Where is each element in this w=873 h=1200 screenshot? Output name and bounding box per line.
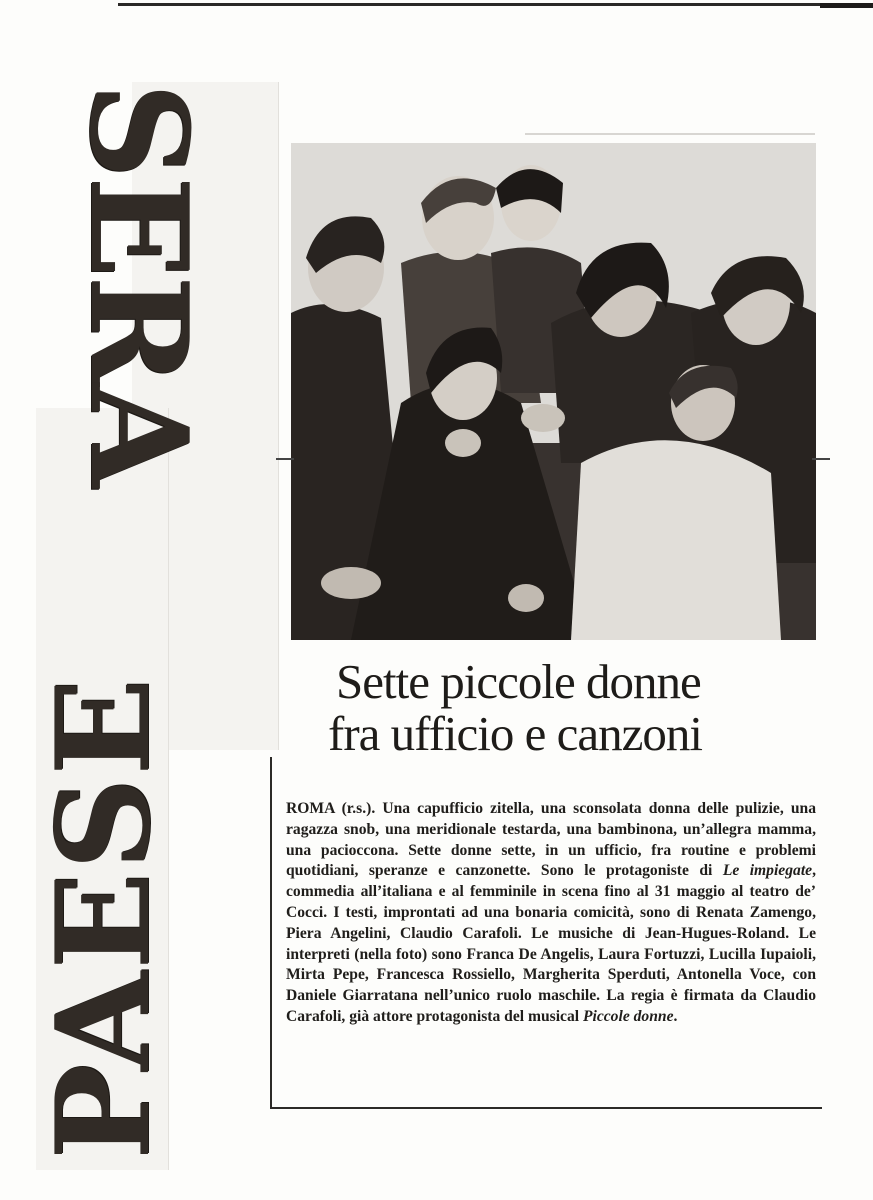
- article-text-1: ROMA (r.s.). Una capufficio zitella, una sconsolata donna delle pulizie, una ragazza snob, una meridionale testarda, una bambinona, un’allegra mamma, una pacioccona. Sette donne sette, in un ufficio, fra routine e problemi quotidiani, speranze e canzonette. Sono le protagoniste di: [286, 800, 816, 880]
- show-title: Le impiegate: [722, 862, 813, 880]
- masthead-sera: SERA: [60, 82, 218, 485]
- photo-shadow-edge: [525, 133, 815, 135]
- cast-photo: [291, 143, 816, 640]
- scan-mark-left: [276, 458, 294, 460]
- article-bottom-rule: [270, 1107, 822, 1109]
- scan-mark-right: [812, 458, 830, 460]
- top-scan-edge: [118, 3, 873, 6]
- musical-title: Piccole donne: [582, 1007, 674, 1025]
- headline-line-1: Sette piccole donne: [336, 654, 701, 709]
- article-text-2: , commedia all’italiana e al femminile in scena fino al 31 maggio al teatro de’ Cocci. I testi, improntati ad una bonaria comicità, sono di Renata Zamengo, Piera Angelini, Claudio Carafoli. Le musiche di Jean-Hugues-Roland. Le interpreti (nella foto) sono Franca De Angelis, Laura Fortuzzi, Lucilla Iupaioli, Mirta Pepe, Francesca Rossiello, Margherita Sperduti, Antonella Voce, con Daniele Giarratana nell’unico ruolo maschile. La regia è firmata da Claudio Carafoli, già attore protagonista del musical: [286, 862, 816, 1025]
- article-text-3: .: [673, 1007, 678, 1025]
- headline: [300, 656, 820, 760]
- article-left-rule: [270, 757, 272, 1109]
- masthead-paese: PAESE: [29, 676, 179, 1160]
- headline-line-2: fra ufficio e canzoni: [328, 706, 702, 761]
- article-body: [286, 799, 816, 1028]
- cast-photo-image: [291, 143, 816, 640]
- top-scan-edge-dark: [820, 3, 873, 8]
